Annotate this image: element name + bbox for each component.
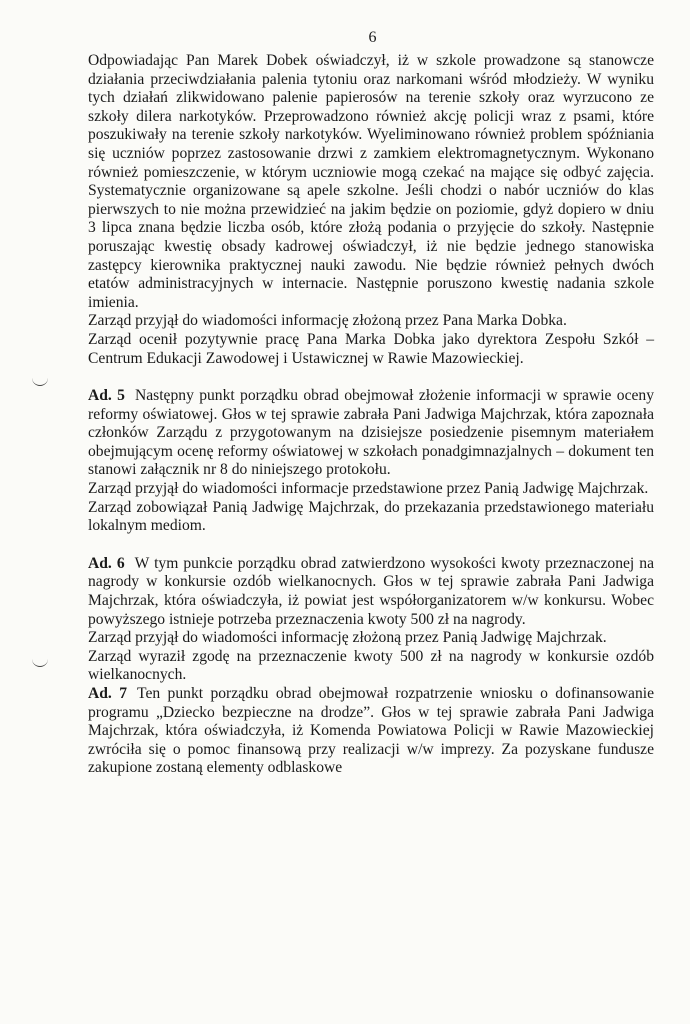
paragraph-decision: Zarząd przyjął do wiadomości informację złożoną przez Pana Marka Dobka. xyxy=(88,312,567,330)
margin-mark xyxy=(32,658,48,667)
paragraph-gap xyxy=(88,536,654,555)
paragraph-intro: Odpowiadając Pan Marek Dobek oświadczył, iż w szkole prowadzone są stanowcze działania przeciwdziałania palenia tytoniu oraz narkomani wśród młodzieży. W wyniku tych działań zlikwidowano palenie papierosów na terenie szkoły oraz wyrzucono ze szkoły dilera narkotyków. Przeprowadzono również akcję policji wraz z psami, które poszukiwały na terenie szkoły narkotyków. Wyeliminowano również problem spóźniania się uczniów poprzez zastosowanie drzwi z zamkiem elektromagnetycznym. Wykonano również pomieszczenie, w którym uczniowie mogą czekać na mające się odbyć zajęcia. Systematycznie organizowane są apele szkolne. Jeśli chodzi o nabór uczniów do klas pierwszych to nie można przewidzieć na jakim będzie on poziomie, gdyż dopiero w dniu 3 lipca znana będzie liczba osób, które złożą podania o przyjęcie do szkoły. Następnie poruszając kwestię obsady kadrowej oświadczył, iż nie będzie jednego stanowiska zastępcy kierownika praktycznej nauki zawodu. Nie będzie również pełnych dwóch etatów administracyjnych w internacie. Następnie poruszono kwestię nadania szkole imienia. xyxy=(88,52,654,311)
document-body xyxy=(88,52,654,778)
paragraph-decision: Zarząd ocenił pozytywnie pracę Pana Marka Dobka jako dyrektora Zespołu Szkół – Centrum Edukacji Zawodowej i Ustawicznej w Rawie Mazowieckiej. xyxy=(88,330,654,367)
paragraph-decision: Zarząd zobowiązał Panią Jadwigę Majchrzak, do przekazania przedstawionego materiału lokalnym mediom. xyxy=(88,498,654,535)
ad-label: Ad. 5 xyxy=(88,387,125,405)
paragraph-ad-5: Ad. 5 Następny punkt porządku obrad obejmował złożenie informacji w sprawie oceny reformy oświatowej. Głos w tej sprawie zabrała Pani Jadwiga Majchrzak, która zapoznała członków Zarządu z przygotowanym na dzisiejsze posiedzenie pisemnym materiałem obejmującym ocenę reformy oświatowej w szkołach ponadgimnazjalnych – dokument ten stanowi załącznik nr 8 do niniejszego protokołu. xyxy=(88,387,655,479)
margin-mark xyxy=(32,377,48,386)
paragraph-decision: Zarząd przyjął do wiadomości informację złożoną przez Panią Jadwigę Majchrzak. xyxy=(88,629,607,647)
paragraph-decision: Zarząd wyraził zgodę na przeznaczenie kwoty 500 zł na nagrody w konkursie ozdób wielkanocnych. xyxy=(88,647,654,684)
paragraph-ad-6: Ad. 6 W tym punkcie porządku obrad zatwierdzono wysokości kwoty przeznaczonej na nagrody w konkursie ozdób wielkanocnych. Głos w tej sprawie zabrała Pani Jadwiga Majchrzak, która oświadczyła, iż powiat jest współorganizatorem w/w konkursu. Wobec powyższego istnieje potrzeba przeznaczenia kwoty 500 zł na nagrody. xyxy=(88,554,654,628)
ad-label: Ad. 7 xyxy=(88,685,128,702)
paragraph-decision: Zarząd przyjął do wiadomości informacje przedstawione przez Panią Jadwigę Majchrzak. xyxy=(88,480,649,498)
paragraph-ad-7: Ad. 7 Ten punkt porządku obrad obejmował rozpatrzenie wniosku o dofinansowanie programu „Dziecko bezpieczne na drodze”. Głos w tej sprawie zabrała Pani Jadwiga Majchrzak, która oświadczyła, iż Komenda Powiatowa Policji w Rawie Mazowieckiej zwróciła się o pomoc finansową przy realizacji w/w imprezy. Za pozyskane fundusze zakupione zostaną elementy odblaskowe xyxy=(88,685,654,777)
ad-label: Ad. 6 xyxy=(88,554,125,572)
page-number: 6 xyxy=(368,29,377,46)
paragraph-gap xyxy=(88,368,654,387)
